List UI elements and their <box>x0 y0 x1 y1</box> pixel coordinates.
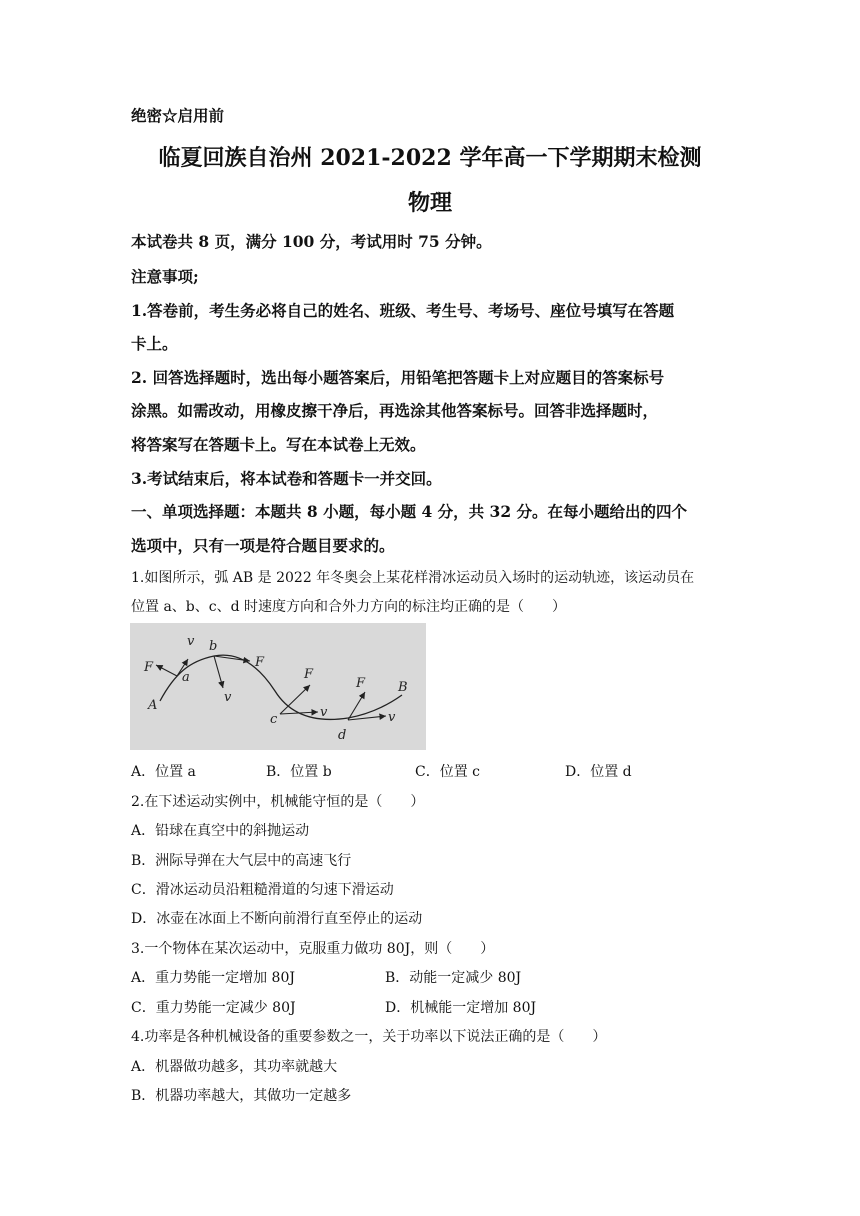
subject-title: 物理 <box>407 190 452 216</box>
section-1-heading-line-2: 选项中，只有一项是符合题目要求的。 <box>131 536 395 555</box>
q4-option-a: A．机器做功越多，其功率就越大 <box>131 1059 338 1075</box>
note-2-line-3: 将答案写在答题卡上。写在本试卷上无效。 <box>131 435 426 454</box>
exam-summary: 本试卷共 8 页，满分 100 分，考试用时 75 分钟。 <box>131 232 492 251</box>
q1-stem-line-1: 1.如图所示，弧 AB 是 2022 年冬奥会上某花样滑冰运动员入场时的运动轨迹，该运动员在 <box>131 570 695 586</box>
label-A: A <box>148 698 158 713</box>
q3-option-b: B．动能一定减少 80J <box>385 970 522 986</box>
q4-stem: 4.功率是各种机械设备的重要参数之一，关于功率以下说法正确的是（ ） <box>131 1029 607 1045</box>
label-a: a <box>182 670 190 685</box>
q3-option-d: D．机械能一定增加 80J <box>385 1000 537 1016</box>
note-1-line-2: 卡上。 <box>131 334 178 353</box>
q1-option-c: C．位置 c <box>415 764 481 780</box>
q2-option-a: A．铅球在真空中的斜抛运动 <box>131 823 310 839</box>
label-v-c: v <box>320 705 328 720</box>
q2-option-b: B．洲际导弹在大气层中的高速飞行 <box>131 853 352 869</box>
exam-title: 临夏回族自治州 2021-2022 学年高一下学期期末检测 <box>158 145 702 171</box>
label-v-b: v <box>224 690 232 705</box>
label-v-d: v <box>388 710 396 725</box>
note-2-line-2: 涂黑。如需改动，用橡皮擦干净后，再选涂其他答案标号。回答非选择题时， <box>131 401 659 420</box>
label-F-b: F <box>255 655 265 670</box>
label-F-d: F <box>356 676 366 691</box>
q2-option-c: C．滑冰运动员沿粗糙滑道的匀速下滑运动 <box>131 882 394 898</box>
trajectory-arc <box>160 655 402 719</box>
section-1-heading-line-1: 一、单项选择题：本题共 8 小题，每小题 4 分，共 32 分。在每小题给出的四个 <box>131 502 688 521</box>
note-2-line-1: 2. 回答选择题时，选出每小题答案后，用铅笔把答题卡上对应题目的答案标号 <box>131 368 665 387</box>
q2-stem: 2.在下述运动实例中，机械能守恒的是（ ） <box>131 794 425 810</box>
q1-option-a: A．位置 a <box>131 764 196 780</box>
label-c: c <box>270 712 278 727</box>
q4-option-b: B．机器功率越大，其做功一定越多 <box>131 1088 352 1104</box>
label-d: d <box>338 728 347 743</box>
label-F-c: F <box>304 667 314 682</box>
secret-label: 绝密☆启用前 <box>131 106 225 125</box>
q3-stem: 3.一个物体在某次运动中，克服重力做功 80J，则（ ） <box>131 941 495 957</box>
q2-option-d: D．冰壶在冰面上不断向前滑行直至停止的运动 <box>131 911 423 927</box>
label-v-a: v <box>187 634 195 649</box>
q3-option-a: A．重力势能一定增加 80J <box>131 970 295 986</box>
note-3: 3.考试结束后，将本试卷和答题卡一并交回。 <box>131 469 442 488</box>
q1-stem-line-2: 位置 a、b、c、d 时速度方向和合外力方向的标注均正确的是（ ） <box>131 599 567 615</box>
label-B: B <box>398 680 408 695</box>
label-b: b <box>209 639 218 654</box>
q1-trajectory-figure <box>130 623 426 750</box>
notes-heading: 注意事项; <box>131 267 199 286</box>
label-F-a: F <box>144 660 154 675</box>
q3-option-c: C．重力势能一定减少 80J <box>131 1000 296 1016</box>
q1-option-b: B．位置 b <box>266 764 332 780</box>
note-1-line-1: 1.答卷前，考生务必将自己的姓名、班级、考生号、考场号、座位号填写在答题 <box>131 301 675 320</box>
q1-option-d: D．位置 d <box>565 764 632 780</box>
